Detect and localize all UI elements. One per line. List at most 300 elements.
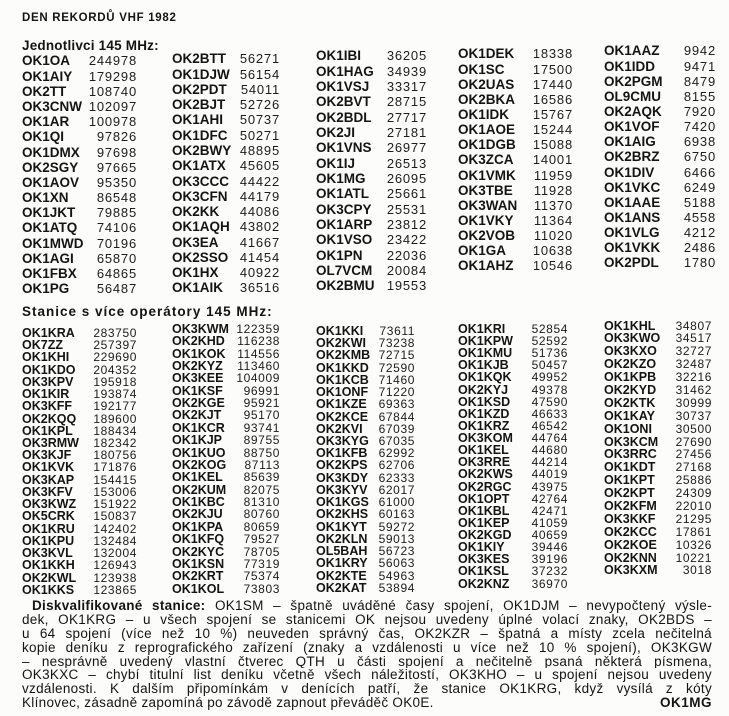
call-sign: OK2KPT — [604, 486, 655, 501]
score-points: 32487 — [675, 357, 712, 372]
call-sign: OK3KEE — [172, 371, 224, 386]
call-sign: OK2KGE — [172, 396, 225, 411]
table-row — [458, 565, 568, 577]
score-points: 114556 — [237, 346, 280, 361]
call-sign: OK2KVI — [316, 421, 363, 436]
table-row — [458, 243, 573, 258]
score-points: 67035 — [378, 434, 415, 448]
table-row — [604, 384, 712, 397]
call-sign: OK2KK — [172, 204, 220, 220]
table-row — [604, 104, 716, 119]
score-points: 7920 — [683, 103, 716, 119]
call-sign: OK2BWY — [172, 142, 232, 158]
table-row — [22, 205, 137, 220]
call-sign: OK1KJP — [172, 433, 223, 448]
results-column — [604, 320, 712, 578]
score-points: 56154 — [239, 66, 280, 82]
table-row — [604, 149, 716, 164]
call-sign: OK1KYT — [316, 519, 367, 534]
score-points: 17440 — [532, 76, 573, 92]
score-points: 44179 — [239, 188, 280, 204]
score-points: 31462 — [675, 382, 712, 397]
call-sign: OK2KAT — [316, 580, 367, 595]
call-sign: OK1PG — [22, 281, 70, 297]
call-sign: OK2KTE — [316, 568, 367, 583]
table-row — [22, 461, 137, 473]
table-row — [604, 255, 716, 270]
table-row — [22, 510, 137, 522]
call-sign: OK1VOF — [604, 119, 660, 135]
score-points: 154415 — [93, 472, 137, 487]
call-sign: OK1KEP — [458, 515, 510, 530]
score-points: 62992 — [378, 446, 415, 461]
call-sign: OK2PGM — [604, 73, 663, 89]
table-row — [604, 539, 712, 552]
score-points: 7420 — [683, 119, 716, 135]
score-points: 40659 — [531, 528, 568, 543]
call-sign: OK2KUM — [172, 482, 227, 497]
score-points: 34939 — [386, 63, 427, 79]
table-row — [316, 459, 415, 471]
call-sign: OL9CMU — [604, 88, 661, 104]
score-points: 97826 — [96, 129, 137, 145]
table-row — [316, 140, 427, 155]
table-row — [458, 122, 573, 137]
table-row — [604, 180, 716, 195]
score-points: 17500 — [532, 61, 573, 77]
table-row — [172, 434, 280, 446]
table-row — [604, 240, 716, 255]
table-row — [458, 468, 568, 480]
call-sign: OK2KJT — [172, 408, 222, 423]
results-column — [172, 51, 280, 295]
call-sign: OK2RGC — [458, 479, 512, 494]
score-points: 36516 — [239, 280, 280, 296]
call-sign: OK1KKI — [316, 323, 364, 338]
table-row — [22, 53, 137, 68]
table-row — [604, 397, 712, 410]
call-sign: OK1KBC — [172, 495, 225, 510]
table-row — [172, 174, 280, 189]
call-sign: OK1VKY — [458, 212, 514, 228]
table-row — [604, 165, 716, 180]
score-points: 78705 — [243, 544, 280, 559]
score-points: 116238 — [237, 334, 280, 349]
score-points: 20084 — [386, 262, 427, 278]
call-sign: OK1KVK — [22, 460, 75, 475]
table-row — [22, 584, 137, 596]
note-line: OK3KXC – chybí titulní list deníku včetně všech náležitostí, OK3KHO – u spojení nejsou uvedeny — [22, 668, 712, 683]
call-sign: OK1AR — [22, 114, 70, 130]
note-text: OK1SM – špatně uváděné časy spojení, OK1DJM – nevypočtený výsle- — [214, 599, 712, 613]
section-heading-multi-operator: Stanice s více operátory 145 MHz: — [22, 304, 273, 319]
score-points: 14001 — [532, 152, 573, 168]
call-sign: OK1ARP — [316, 217, 373, 232]
call-sign: OK2KCC — [604, 524, 657, 539]
call-sign: OK1AIK — [172, 280, 224, 296]
call-sign: OK1KKH — [22, 558, 75, 573]
table-row — [22, 572, 137, 584]
call-sign: OK1KOL — [172, 581, 225, 596]
results-column — [604, 43, 716, 270]
call-sign: OK2KHD — [172, 334, 225, 349]
call-sign: OK2KWS — [458, 467, 513, 482]
call-sign: OK1KDT — [604, 460, 656, 475]
score-points: 53894 — [378, 580, 415, 595]
table-row — [172, 265, 280, 280]
call-sign: OK1KSL — [458, 564, 509, 579]
call-sign: OK3KDY — [316, 470, 369, 485]
call-sign: OK1KPT — [604, 473, 655, 488]
call-sign: OK2KOG — [172, 457, 227, 472]
score-points: 44086 — [239, 204, 280, 220]
call-sign: OK2SSO — [172, 249, 229, 265]
call-sign: OK1KBL — [458, 503, 510, 518]
score-points: 36970 — [531, 576, 568, 591]
call-sign: OK1KKS — [22, 582, 75, 597]
score-points: 189600 — [93, 411, 137, 426]
call-sign: OK2KNN — [604, 550, 657, 565]
score-points: 73611 — [379, 323, 415, 338]
score-points: 95170 — [243, 408, 280, 423]
call-sign: OK1HX — [172, 265, 219, 281]
score-points: 104009 — [236, 371, 280, 386]
score-points: 56063 — [378, 556, 415, 571]
table-row — [172, 128, 280, 143]
score-points: 4558 — [683, 209, 716, 225]
score-points: 122359 — [236, 321, 280, 336]
table-row — [458, 213, 573, 228]
table-row — [22, 236, 137, 251]
table-row — [316, 79, 427, 94]
table-row — [172, 189, 280, 204]
table-row — [22, 99, 137, 114]
call-sign: OK1KPU — [22, 533, 75, 548]
call-sign: OK1OPT — [458, 491, 510, 506]
score-points: 22010 — [675, 498, 712, 513]
call-sign: OK2KTK — [604, 395, 656, 410]
call-sign: OK1PN — [316, 247, 363, 263]
score-points: 15244 — [532, 122, 573, 138]
score-points: 193874 — [93, 387, 137, 402]
call-sign: OK3CFN — [172, 188, 228, 204]
call-sign: OK2BDL — [316, 109, 372, 125]
table-row — [22, 266, 137, 281]
score-points: 44764 — [531, 431, 568, 446]
call-sign: OK2JI — [316, 125, 356, 141]
call-sign: OK1XN — [22, 190, 69, 206]
score-points: 5188 — [683, 194, 716, 210]
call-sign: OK1KJB — [458, 358, 509, 373]
score-points: 93741 — [243, 420, 280, 435]
call-sign: OK1DIV — [604, 164, 655, 180]
score-points: 44680 — [531, 443, 568, 458]
table-row — [316, 125, 427, 140]
call-sign: OK2KPS — [316, 458, 368, 473]
call-sign: OK1KEL — [458, 443, 509, 458]
score-points: 60163 — [378, 507, 415, 522]
call-sign: OK1KMU — [458, 346, 513, 361]
call-sign: OK2VOB — [458, 228, 516, 244]
score-points: 8155 — [683, 88, 716, 104]
call-sign: OK3EA — [172, 234, 219, 250]
score-points: 52592 — [531, 334, 568, 349]
call-sign: OK1ATX — [172, 158, 226, 174]
table-row — [604, 210, 716, 225]
score-points: 81310 — [243, 495, 280, 510]
score-points: 26977 — [386, 140, 427, 156]
note-line — [22, 599, 712, 613]
call-sign: OK2KNZ — [458, 576, 510, 591]
table-row — [316, 186, 427, 201]
call-sign: OK1IDK — [458, 106, 510, 122]
call-sign: OK2KWI — [316, 336, 366, 351]
note-line: kopie deníku z reprografického zařízení (znaky a vzdálenosti u více než 10 % spojení), OK3KGW — [22, 640, 712, 655]
score-points: 34807 — [675, 318, 712, 333]
score-points: 11020 — [533, 228, 573, 244]
score-points: 30500 — [675, 421, 712, 436]
call-sign: OK3KXM — [604, 563, 658, 578]
call-sign: OK1KQK — [458, 370, 512, 385]
score-points: 56487 — [96, 281, 137, 297]
table-row — [316, 94, 427, 109]
call-sign: OK2KFM — [604, 498, 657, 513]
score-points: 48895 — [239, 142, 280, 158]
table-row — [172, 471, 280, 483]
score-points: 67039 — [378, 421, 415, 436]
score-points: 195918 — [93, 374, 137, 389]
call-sign: OK2SGY — [22, 159, 79, 175]
score-points: 43975 — [531, 479, 568, 494]
score-points: 64865 — [96, 266, 137, 282]
call-sign: OK2KLN — [316, 531, 368, 546]
score-points: 36205 — [386, 48, 427, 64]
call-sign: OK1KSF — [172, 383, 223, 398]
call-sign: OK1ANS — [604, 209, 661, 225]
score-points: 10326 — [675, 537, 712, 552]
score-points: 41454 — [239, 249, 280, 265]
score-points: 37232 — [531, 564, 568, 579]
table-row — [22, 400, 137, 412]
call-sign: OK1KPW — [458, 334, 513, 349]
table-row — [22, 190, 137, 205]
call-sign: OK1AIY — [22, 68, 73, 84]
table-row — [22, 559, 137, 571]
score-points: 24309 — [675, 486, 712, 501]
call-sign: OK1AIG — [604, 134, 656, 150]
table-row — [458, 107, 573, 122]
table-row — [316, 557, 415, 569]
table-row — [172, 235, 280, 250]
score-points: 82075 — [243, 482, 280, 497]
score-points: 70196 — [96, 235, 137, 251]
call-sign: OK2KHS — [316, 507, 369, 522]
table-row — [604, 410, 712, 423]
call-sign: OK1KRY — [316, 556, 368, 571]
call-sign: OK3KWM — [172, 321, 229, 336]
call-sign: OK1VMK — [458, 167, 516, 183]
score-points: 15088 — [532, 137, 573, 153]
score-points: 52854 — [531, 321, 568, 336]
score-points: 97698 — [96, 144, 137, 160]
score-points: 43802 — [239, 219, 280, 235]
call-sign: OK1KOK — [172, 346, 226, 361]
score-points: 95350 — [96, 174, 137, 190]
call-sign: OK2KRT — [172, 569, 224, 584]
table-row — [316, 278, 427, 293]
score-points: 41667 — [239, 234, 280, 250]
call-sign: OK1DJW — [172, 66, 230, 82]
table-row — [604, 225, 716, 240]
score-points: 44019 — [531, 467, 568, 482]
call-sign: OK1MG — [316, 171, 366, 187]
table-row — [458, 371, 568, 383]
table-row — [458, 92, 573, 107]
score-points: 72590 — [378, 360, 415, 375]
score-points: 123938 — [93, 570, 137, 585]
call-sign: OK1KIR — [22, 387, 70, 402]
score-points: 97665 — [96, 159, 137, 175]
score-points: 33317 — [386, 79, 427, 95]
table-row — [172, 280, 280, 295]
table-row — [316, 248, 427, 263]
call-sign: OK3KWO — [604, 331, 661, 346]
call-sign: OK3WAN — [458, 197, 518, 213]
call-sign: OK1KCR — [172, 420, 225, 435]
table-row — [604, 564, 712, 577]
note-line: dek, OK1KRG – u všech spojení se stanicemi OK nejsou uvedeny úplné volací znaky, OK2BDS – — [22, 612, 712, 627]
table-row — [172, 51, 280, 66]
score-points: 41059 — [531, 515, 568, 530]
score-points: 16586 — [532, 91, 573, 107]
call-sign: OK1SC — [458, 61, 505, 77]
call-sign: OK1KCB — [316, 372, 369, 387]
call-sign: OK1DGB — [458, 137, 516, 153]
call-sign: OK1VSJ — [316, 79, 370, 95]
table-row — [458, 384, 568, 396]
table-row — [604, 423, 712, 436]
call-sign: OK1IBI — [316, 48, 362, 64]
score-points: 11928 — [533, 182, 573, 198]
call-sign: OK3KAP — [22, 472, 75, 487]
call-sign: OK3RMW — [22, 436, 79, 450]
score-points: 34517 — [675, 331, 712, 346]
score-points: 10546 — [532, 258, 573, 274]
score-points: 257397 — [93, 338, 137, 353]
score-points: 61000 — [378, 495, 415, 510]
score-points: 25531 — [386, 201, 427, 217]
table-row — [604, 119, 716, 134]
results-column — [172, 323, 280, 595]
call-sign: OK3CCC — [172, 173, 230, 189]
score-points: 27168 — [675, 460, 712, 475]
table-row — [316, 64, 427, 79]
score-points: 26095 — [386, 171, 427, 187]
score-points: 59272 — [378, 519, 415, 534]
call-sign: OK3CNW — [22, 98, 82, 114]
call-sign: OK1KPB — [604, 370, 657, 385]
table-row — [316, 171, 427, 186]
score-points: 32727 — [675, 344, 712, 359]
call-sign: OK1ONI — [604, 421, 652, 436]
score-points: 126943 — [93, 558, 137, 573]
score-points: 132484 — [93, 533, 137, 548]
score-points: 179298 — [88, 68, 137, 84]
table-row — [604, 513, 712, 526]
table-row — [22, 281, 137, 296]
table-row — [316, 349, 415, 361]
table-row — [172, 335, 280, 347]
call-sign: OK2KYZ — [172, 358, 223, 373]
call-sign: OK1VNS — [316, 140, 372, 156]
table-row — [316, 582, 415, 594]
call-sign: OK5CRK — [22, 509, 75, 524]
call-sign: OK2KWL — [22, 570, 77, 585]
call-sign: OK3KJF — [22, 448, 72, 463]
section-heading-individual: Jednotlivci 145 MHz: — [22, 38, 159, 53]
score-points: 123865 — [93, 582, 137, 597]
score-points: 132004 — [93, 546, 137, 561]
table-row — [604, 526, 712, 539]
score-points: 188434 — [93, 423, 137, 438]
call-sign: OK2AQK — [604, 103, 662, 119]
score-points: 44422 — [239, 173, 280, 189]
call-sign: OK2BTT — [172, 51, 226, 67]
score-points: 88750 — [243, 445, 280, 460]
table-row — [604, 134, 716, 149]
score-points: 6466 — [683, 164, 716, 180]
table-row — [458, 46, 573, 61]
table-row — [458, 62, 573, 77]
call-sign: OK3KYV — [316, 482, 368, 497]
table-row — [316, 48, 427, 63]
score-points: 47590 — [531, 394, 568, 409]
score-points: 8479 — [683, 73, 716, 89]
score-points: 10638 — [532, 243, 573, 259]
table-row — [172, 82, 280, 97]
score-points: 23812 — [386, 217, 427, 232]
call-sign: OK3RRE — [458, 455, 511, 470]
call-sign: OK3CPY — [316, 201, 372, 217]
score-points: 180756 — [93, 448, 137, 463]
score-points: 80659 — [243, 519, 280, 534]
call-sign: OK1IDD — [604, 58, 656, 74]
call-sign: OK1KSD — [458, 394, 511, 409]
score-points: 192177 — [93, 399, 137, 414]
table-row — [458, 493, 568, 505]
call-sign: OK3TBE — [458, 182, 513, 198]
call-sign: OK1QI — [22, 129, 65, 145]
score-points: 65870 — [96, 250, 137, 266]
table-row — [604, 74, 716, 89]
score-points: 22036 — [386, 247, 427, 263]
score-points: 46633 — [531, 406, 568, 421]
score-points: 10221 — [675, 550, 712, 565]
call-sign: OK1KAY — [604, 408, 655, 423]
score-points: 86548 — [96, 190, 137, 206]
results-column — [458, 46, 573, 273]
call-sign: OK2PDT — [172, 81, 227, 97]
score-points: 27690 — [675, 434, 712, 449]
call-sign: OK1AAZ — [604, 43, 660, 59]
table-row — [172, 158, 280, 173]
call-sign: OK2KCE — [316, 409, 369, 424]
table-row — [458, 578, 568, 590]
score-points: 54963 — [378, 568, 415, 583]
call-sign: OK1KHI — [22, 350, 70, 365]
score-points: 79527 — [243, 532, 280, 547]
call-sign: OK3KXO — [604, 344, 657, 359]
